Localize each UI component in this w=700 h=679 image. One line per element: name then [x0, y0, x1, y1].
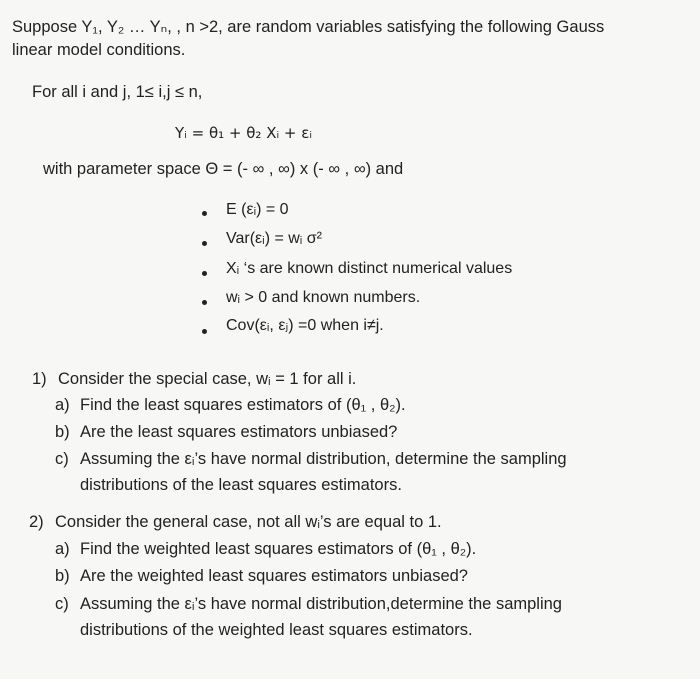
assumption-item: Var(εᵢ) = wᵢ σ²: [226, 230, 322, 247]
for-all-condition: For all i and j, 1≤ i,j ≤ n,: [32, 83, 203, 101]
assumption-item: wᵢ > 0 and known numbers.: [226, 289, 421, 306]
question-number: 2): [29, 513, 44, 531]
bullet-dot: [202, 241, 207, 246]
intro-line-2: linear model conditions.: [12, 41, 186, 59]
question-text: Consider the general case, not all wᵢ’s are equal to 1.: [55, 513, 442, 531]
part-label: b): [55, 423, 70, 441]
intro-line-1: Suppose Y₁, Y₂ … Yₙ, , n >2, are random variables satisfying the following Gauss: [12, 18, 605, 36]
part-label: c): [55, 450, 69, 468]
part-text: Find the least squares estimators of (θ₁ , θ₂).: [80, 396, 406, 414]
parameter-space: with parameter space Θ = (- ∞ , ∞) x (- ∞ , ∞) and: [43, 160, 404, 178]
part-label: a): [55, 396, 70, 414]
question-text: Consider the special case, wᵢ = 1 for all i.: [58, 370, 357, 388]
question-number: 1): [32, 370, 47, 388]
assumption-item: E (εᵢ) = 0: [226, 201, 289, 218]
bullet-dot: [202, 300, 207, 305]
part-text-continued: distributions of the weighted least squares estimators.: [80, 621, 473, 639]
part-text: Assuming the εᵢ’s have normal distribution, determine the sampling: [80, 450, 567, 468]
part-text: Find the weighted least squares estimators of (θ₁ , θ₂).: [80, 540, 477, 558]
part-label: c): [55, 595, 69, 613]
part-label: b): [55, 567, 70, 585]
bullet-dot: [202, 271, 207, 276]
model-equation: Yᵢ = θ₁ + θ₂ Xᵢ + εᵢ: [175, 124, 313, 142]
part-text: Are the weighted least squares estimators unbiased?: [80, 567, 468, 585]
part-text: Assuming the εᵢ’s have normal distribution,determine the sampling: [80, 595, 562, 613]
assumption-item: Xᵢ ‘s are known distinct numerical values: [226, 260, 513, 277]
part-text: Are the least squares estimators unbiased?: [80, 423, 398, 441]
bullet-dot: [202, 211, 207, 216]
assumption-item: Cov(εᵢ, εⱼ) =0 when i≠j.: [226, 317, 384, 334]
bullet-dot: [202, 329, 207, 334]
part-text-continued: distributions of the least squares estimators.: [80, 476, 402, 494]
part-label: a): [55, 540, 70, 558]
